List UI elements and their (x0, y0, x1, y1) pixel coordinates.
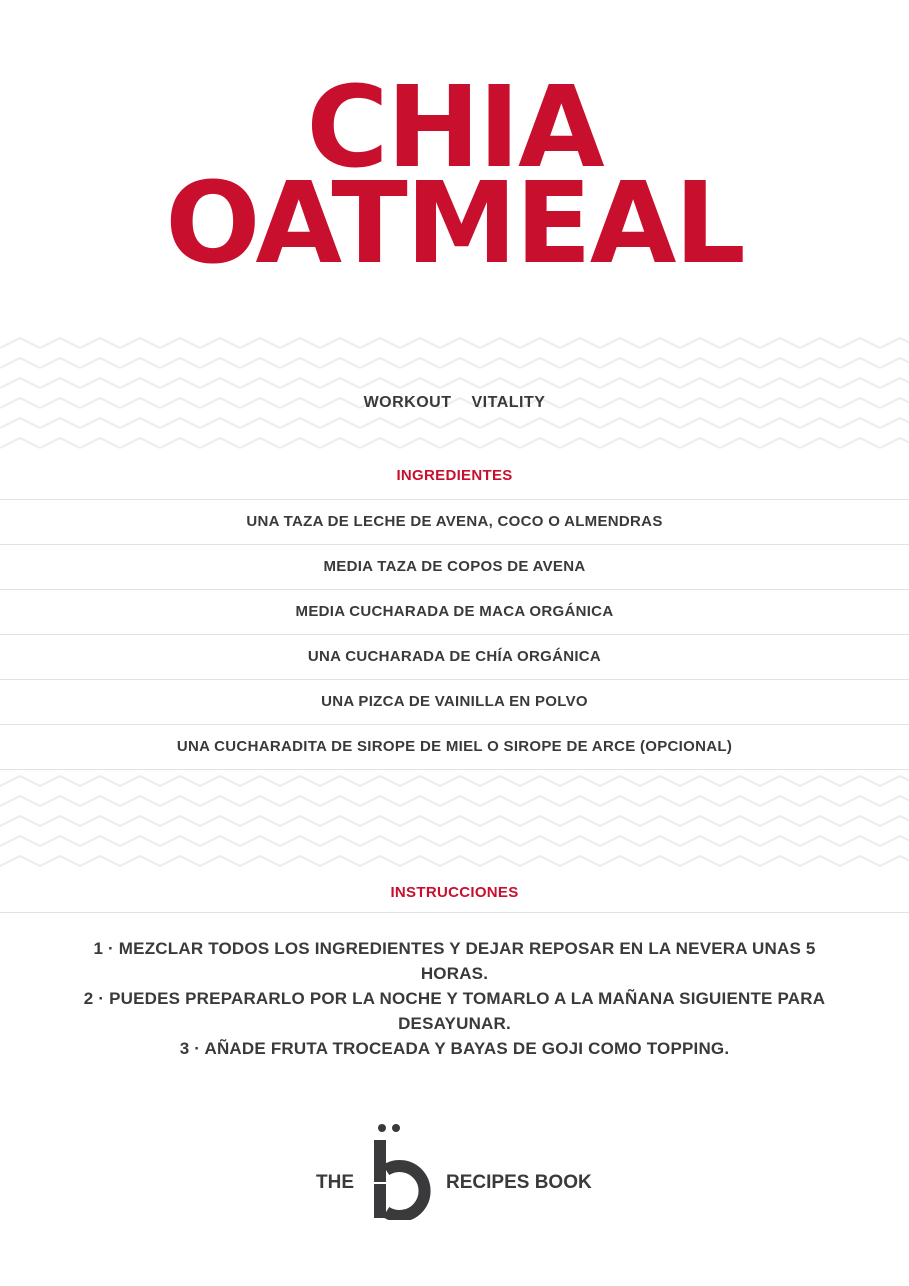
recipe-title-line2: OATMEAL (165, 159, 744, 289)
recipe-title-line1: CHIA (306, 63, 603, 193)
zigzag-pattern-bottom (0, 772, 909, 868)
ingredient-item: UNA CUCHARADITA DE SIROPE DE MIEL O SIROPE DE ARCE (OPCIONAL) (0, 725, 909, 770)
brand-logo (0, 1120, 909, 1220)
ingredient-item: UNA CUCHARADA DE CHÍA ORGÁNICA (0, 635, 909, 680)
instruction-step: 1 · MEZCLAR TODOS LOS INGREDIENTES Y DEJAR REPOSAR EN LA NEVERA UNAS 5 HORAS. (93, 939, 816, 983)
ingredient-item: MEDIA TAZA DE COPOS DE AVENA (0, 545, 909, 590)
brand-text-recipes-book: RECIPES BOOK (446, 1172, 592, 1193)
ingredients-list (0, 500, 909, 770)
instruction-step: 2 · PUEDES PREPARARLO POR LA NOCHE Y TOMARLO A LA MAÑANA SIGUIENTE PARA DESAYUNAR. (83, 989, 826, 1033)
tag-list (0, 394, 909, 412)
divider (0, 912, 909, 913)
instruction-step: 3 · AÑADE FRUTA TROCEADA Y BAYAS DE GOJI COMO TOPPING. (179, 1039, 730, 1058)
tag-workout: WORKOUT (363, 394, 452, 411)
ingredient-item: MEDIA CUCHARADA DE MACA ORGÁNICA (0, 590, 909, 635)
ingredients-header: INGREDIENTES (396, 467, 513, 484)
ingredient-item: UNA TAZA DE LECHE DE AVENA, COCO O ALMENDRAS (0, 500, 909, 545)
instructions-header: INSTRUCCIONES (390, 884, 519, 901)
brand-text-the: THE (316, 1172, 354, 1193)
b-umlaut-logo-icon (368, 1120, 438, 1225)
tag-vitality: VITALITY (471, 394, 546, 411)
instructions-list (80, 936, 829, 1061)
ingredient-item: UNA PIZCA DE VAINILLA EN POLVO (0, 680, 909, 725)
